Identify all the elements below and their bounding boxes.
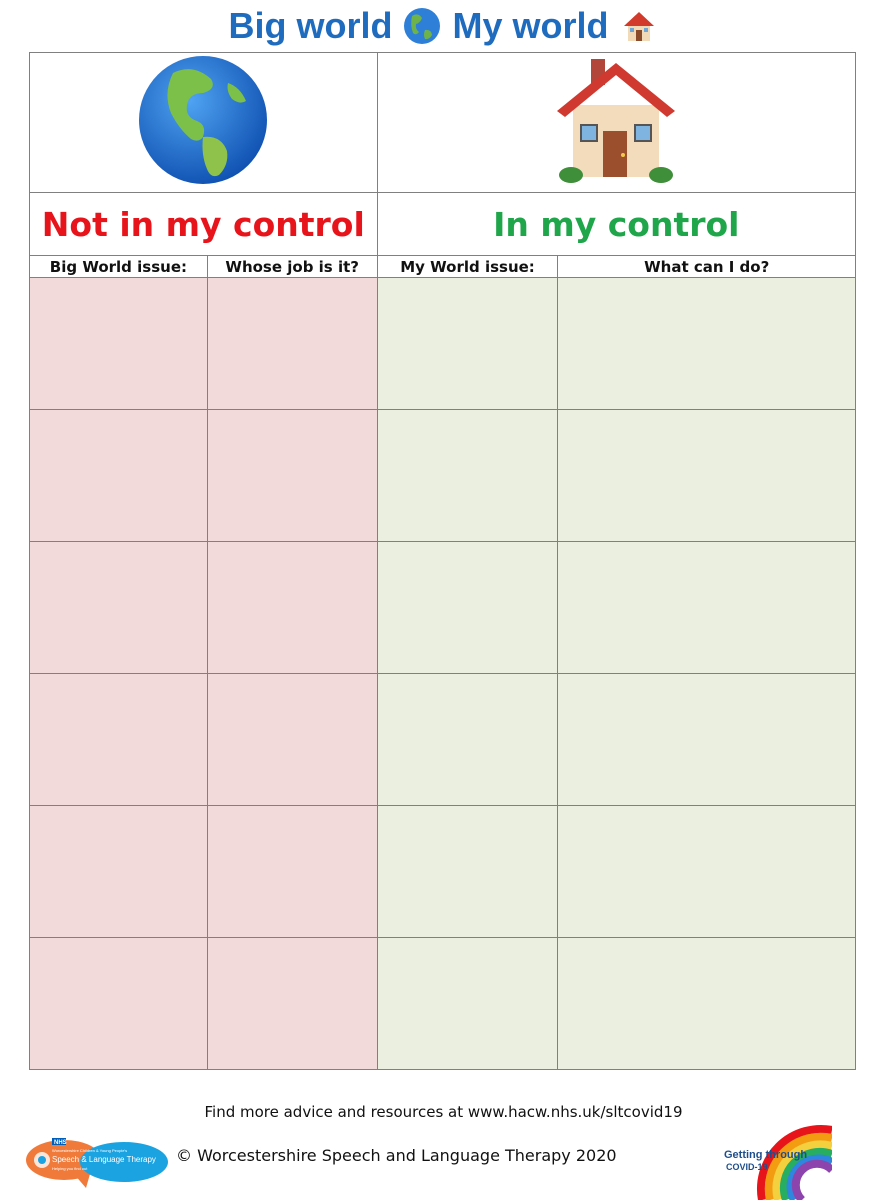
globe-icon	[402, 6, 442, 46]
big-world-issue-cell[interactable]	[30, 806, 208, 938]
column-header-my-world-issue: My World issue:	[377, 256, 558, 278]
svg-text:Helping you find out: Helping you find out	[52, 1166, 88, 1171]
big-world-issue-cell[interactable]	[30, 674, 208, 806]
what-can-i-do-cell[interactable]	[558, 938, 856, 1070]
whose-job-cell[interactable]	[207, 806, 377, 938]
my-world-issue-cell[interactable]	[377, 938, 558, 1070]
big-world-issue-cell[interactable]	[30, 542, 208, 674]
nhs-speech-language-therapy-logo	[24, 1134, 169, 1190]
worksheet-rows	[30, 278, 856, 1070]
svg-text:COVID-19: COVID-19	[726, 1162, 768, 1172]
resources-link-text: Find more advice and resources at www.hacw.nhs.uk/sltcovid19	[204, 1103, 683, 1121]
what-can-i-do-cell[interactable]	[558, 542, 856, 674]
svg-text:Worcestershire Children & Youn: Worcestershire Children & Young People's	[52, 1148, 128, 1153]
whose-job-cell[interactable]	[207, 674, 377, 806]
house-picture-cell	[377, 53, 855, 193]
what-can-i-do-cell[interactable]	[558, 278, 856, 410]
my-world-issue-cell[interactable]	[377, 542, 558, 674]
svg-text:NHS: NHS	[54, 1140, 67, 1146]
column-header-what-can-i-do: What can I do?	[558, 256, 856, 278]
getting-through-covid19-logo	[722, 1120, 832, 1200]
my-world-issue-cell[interactable]	[377, 410, 558, 542]
worksheet-row	[30, 674, 856, 806]
whose-job-cell[interactable]	[207, 542, 377, 674]
big-world-issue-cell[interactable]	[30, 938, 208, 1070]
what-can-i-do-cell[interactable]	[558, 806, 856, 938]
house-icon	[619, 6, 659, 46]
worksheet-row	[30, 938, 856, 1070]
what-can-i-do-cell[interactable]	[558, 410, 856, 542]
worksheet-row	[30, 806, 856, 938]
my-world-issue-cell[interactable]	[377, 806, 558, 938]
svg-text:Getting through: Getting through	[724, 1149, 808, 1161]
title-big-world: Big world	[228, 5, 393, 46]
column-header-big-world-issue: Big World issue:	[30, 256, 208, 278]
whose-job-cell[interactable]	[207, 278, 377, 410]
svg-text:Speech & Language Therapy: Speech & Language Therapy	[52, 1155, 156, 1164]
worksheet-row	[30, 278, 856, 410]
not-in-my-control-heading: Not in my control	[30, 193, 378, 256]
whose-job-cell[interactable]	[207, 410, 377, 542]
title-my-world: My world	[452, 5, 609, 46]
house-icon	[551, 55, 681, 185]
in-my-control-heading: In my control	[377, 193, 855, 256]
globe-picture-cell	[30, 53, 378, 193]
worksheet-row	[30, 542, 856, 674]
page-title	[0, 0, 887, 52]
copyright-text: © Worcestershire Speech and Language Therapy 2020	[176, 1146, 617, 1165]
worksheet-row	[30, 410, 856, 542]
my-world-issue-cell[interactable]	[377, 278, 558, 410]
big-world-issue-cell[interactable]	[30, 410, 208, 542]
column-header-whose-job: Whose job is it?	[207, 256, 377, 278]
what-can-i-do-cell[interactable]	[558, 674, 856, 806]
globe-icon	[133, 53, 273, 187]
big-world-issue-cell[interactable]	[30, 278, 208, 410]
whose-job-cell[interactable]	[207, 938, 377, 1070]
my-world-issue-cell[interactable]	[377, 674, 558, 806]
control-worksheet-table	[29, 52, 856, 1070]
